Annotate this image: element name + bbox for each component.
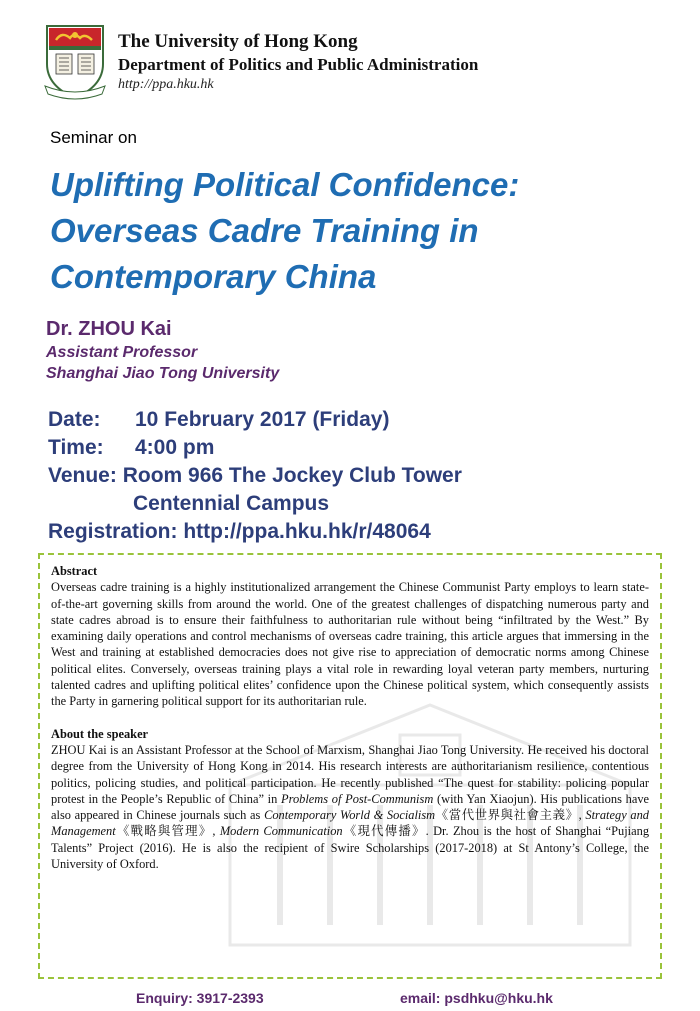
venue-line-1: Room 966 The Jockey Club Tower	[122, 464, 462, 487]
time-label: Time:	[48, 436, 104, 459]
speaker-affiliation: Shanghai Jiao Tong University	[46, 365, 280, 382]
bio-text: ZHOU Kai is an Assistant Professor at the School of Marxism, Shanghai Jiao Tong University. He received his doctoral degree from the University of Hong Kong in 2014. His research interests are authoritarianism resilience, contentious politics, policing studies, and political participation. He recently published “The quest for stability: policing popular protest in the People’s Republic of China” in	[51, 742, 649, 806]
enquiry-email[interactable]: email: psdhku@hku.hk	[400, 990, 553, 1006]
department-url[interactable]: http://ppa.hku.hk	[118, 77, 214, 92]
journal-title-chinese: 《戰略與管理》	[115, 824, 213, 839]
seminar-title	[50, 162, 670, 300]
journal-title: Strategy and Management	[51, 808, 649, 839]
journal-title: Modern Communication	[219, 824, 343, 839]
journal-title-chinese: 《當代世界與社會主義》	[435, 808, 579, 823]
about-speaker-heading: About the speaker	[51, 726, 149, 741]
separator: ,	[212, 824, 220, 839]
hku-crest-logo	[44, 24, 106, 102]
enquiry-phone: Enquiry: 3917-2393	[136, 990, 264, 1006]
venue-row	[48, 462, 462, 490]
date-value: 10 February 2017 (Friday)	[135, 408, 390, 431]
venue-row-2	[48, 490, 462, 518]
department-name: Department of Politics and Public Administration	[118, 55, 479, 74]
journal-title: Contemporary World & Socialism	[264, 808, 436, 823]
time-value: 4:00 pm	[135, 436, 215, 459]
journal-title: Problems of Post-Communism	[281, 791, 434, 806]
university-name: The University of Hong Kong	[118, 31, 358, 52]
seminar-label: Seminar on	[50, 128, 137, 147]
registration-label: Registration:	[48, 520, 178, 543]
journal-title-chinese: 《現代傳播》	[342, 824, 426, 839]
time-row	[48, 434, 462, 462]
title-line: Uplifting Political Confidence:	[50, 166, 520, 203]
university-header	[118, 30, 478, 94]
venue-line-2: Centennial Campus	[133, 492, 330, 515]
abstract-box	[38, 553, 662, 979]
registration-row	[48, 518, 462, 546]
date-row	[48, 406, 462, 434]
speaker-name: Dr. ZHOU Kai	[46, 318, 172, 340]
separator: ,	[578, 808, 586, 823]
abstract-content	[51, 563, 649, 872]
abstract-text: Overseas cadre training is a highly institutionalized arrangement the Chinese Communist Party employs to learn state-of-the-art governing skills from around the world. One of the greatest challenges of dispatching numerous party and state cadres abroad is to ensure their faithfulness to authoritarian rule without being “infiltrated by the West.” By examining daily operations and control mechanisms of overseas cadre training, this article argues that immersing in the West and training at established democracies does not give rise to appreciation of democratic norms among Chinese political elites. Conversely, overseas training plays a vital role in rewarding loyal veteran party members, nurturing talented cadres and uplifting political elites’ confidence upon the Chinese political system, which consequently assists the Party in garnering political support for its authoritarian rule.	[51, 580, 649, 709]
about-speaker-text	[51, 742, 649, 872]
speaker-block	[46, 316, 279, 384]
event-details	[48, 406, 462, 546]
registration-link[interactable]: http://ppa.hku.hk/r/48064	[183, 520, 431, 543]
speaker-position: Assistant Professor	[46, 344, 198, 361]
title-line: Overseas Cadre Training in	[50, 212, 479, 249]
bio-text: . Dr. Zhou is the host of Shanghai “Pujiang Talents” Project (2016). He is also the recipient of Swire Scholarships (2017-2018) at St Antony’s College, the University of Oxford.	[51, 824, 650, 872]
venue-label: Venue:	[48, 464, 117, 487]
bio-text: (with Yan Xiaojun). His publications have also appeared in Chinese journals such as	[51, 791, 650, 823]
date-label: Date:	[48, 408, 101, 431]
abstract-heading: Abstract	[51, 564, 98, 578]
title-line: Contemporary China	[50, 258, 377, 295]
